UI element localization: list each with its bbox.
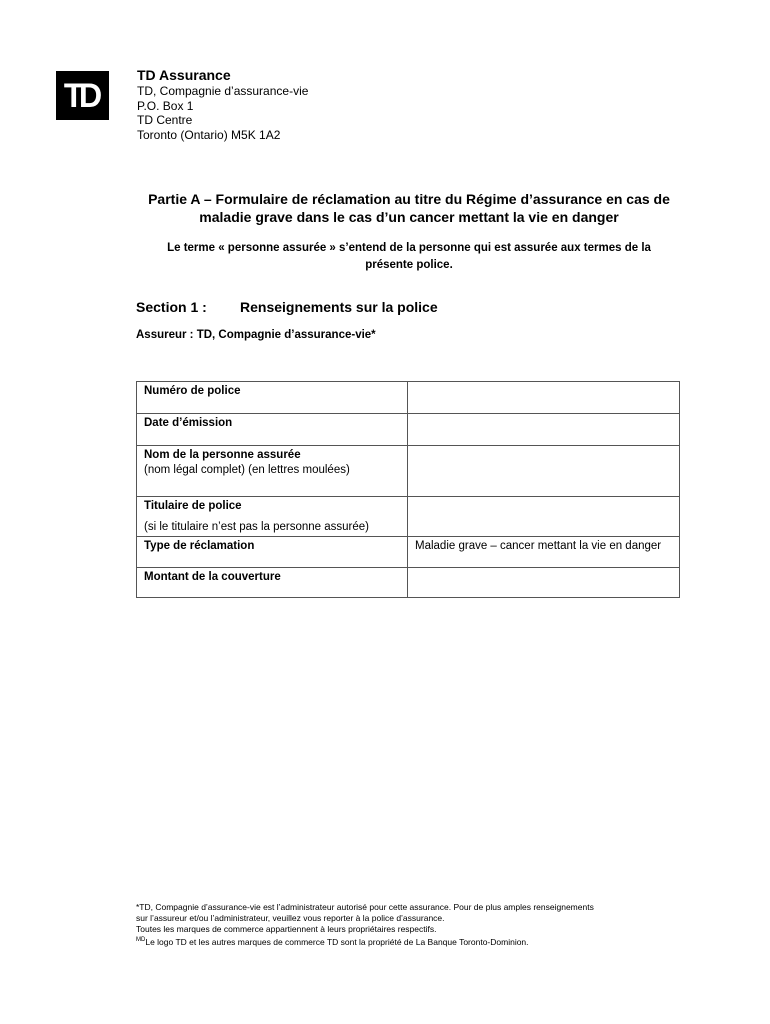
table-label-cell — [137, 446, 408, 497]
issue-date-label: Date d’émission — [144, 417, 233, 429]
policy-number-label: Numéro de police — [144, 385, 241, 397]
section-heading — [136, 299, 438, 315]
table-row — [137, 446, 680, 497]
td-logo — [56, 71, 109, 120]
form-title — [136, 190, 682, 226]
letterhead — [137, 67, 308, 142]
address-line: Toronto (Ontario) M5K 1A2 — [137, 127, 281, 142]
coverage-amount-field[interactable] — [408, 568, 680, 598]
address-line: P.O. Box 1 — [137, 98, 194, 113]
table-row — [137, 414, 680, 446]
policy-info-table — [136, 381, 680, 598]
policyholder-field[interactable] — [408, 497, 680, 537]
company-name: TD Assurance — [137, 67, 231, 83]
insured-name-label: Nom de la personne assurée — [144, 449, 301, 461]
claim-type-label: Type de réclamation — [144, 540, 255, 552]
address-line: TD Centre — [137, 113, 193, 128]
table-row — [137, 537, 680, 568]
table-label-cell — [137, 537, 408, 568]
coverage-amount-label: Montant de la couverture — [144, 571, 281, 583]
policyholder-note: (si le titulaire n’est pas la personne assurée) — [144, 521, 370, 533]
td-logo-text: TD — [63, 76, 98, 115]
insured-name-field[interactable] — [408, 446, 680, 497]
trademark-mark: MD — [136, 937, 146, 943]
insured-name-note: (nom légal complet) (en lettres moulées) — [144, 464, 350, 476]
table-row — [137, 497, 680, 537]
form-title-line: Partie A – Formulaire de réclamation au titre du Régime d’assurance en cas de — [148, 191, 670, 207]
section-number: Section 1 : — [136, 299, 207, 315]
claim-type-value: Maladie grave – cancer mettant la vie en danger — [408, 537, 680, 568]
section-title: Renseignements sur la police — [240, 299, 438, 315]
issue-date-field[interactable] — [408, 414, 680, 446]
table-row — [137, 568, 680, 598]
insurer-line: Assureur : TD, Compagnie d’assurance-vie* — [136, 329, 376, 341]
table-row — [137, 382, 680, 414]
definition-note-line: Le terme « personne assurée » s’entend de la personne qui est assurée aux termes de la — [167, 242, 651, 254]
footer-line: *TD, Compagnie d’assurance-vie est l’administrateur autorisé pour cette assurance. Pour de plus amples renseignements — [136, 902, 594, 912]
form-title-line: maladie grave dans le cas d’un cancer mettant la vie en danger — [199, 209, 619, 225]
table-label-cell — [137, 382, 408, 414]
definition-note — [136, 240, 682, 274]
table-label-cell — [137, 568, 408, 598]
definition-note-line: présente police. — [365, 259, 453, 271]
table-label-cell — [137, 497, 408, 537]
footer-line — [136, 935, 686, 948]
footer-notes — [136, 902, 686, 948]
footer-trademark-text: Le logo TD et les autres marques de commerce TD sont la propriété de La Banque Toronto-Dominion. — [145, 936, 529, 947]
table-label-cell — [137, 414, 408, 446]
policyholder-label: Titulaire de police — [144, 500, 242, 512]
policy-number-field[interactable] — [408, 382, 680, 414]
address-line: TD, Compagnie d’assurance-vie — [137, 84, 309, 98]
footer-line: sur l’assureur et/ou l’administrateur, veuillez vous reporter à la police d’assurance. — [136, 913, 445, 923]
footer-line: Toutes les marques de commerce appartiennent à leurs propriétaires respectifs. — [136, 924, 437, 934]
